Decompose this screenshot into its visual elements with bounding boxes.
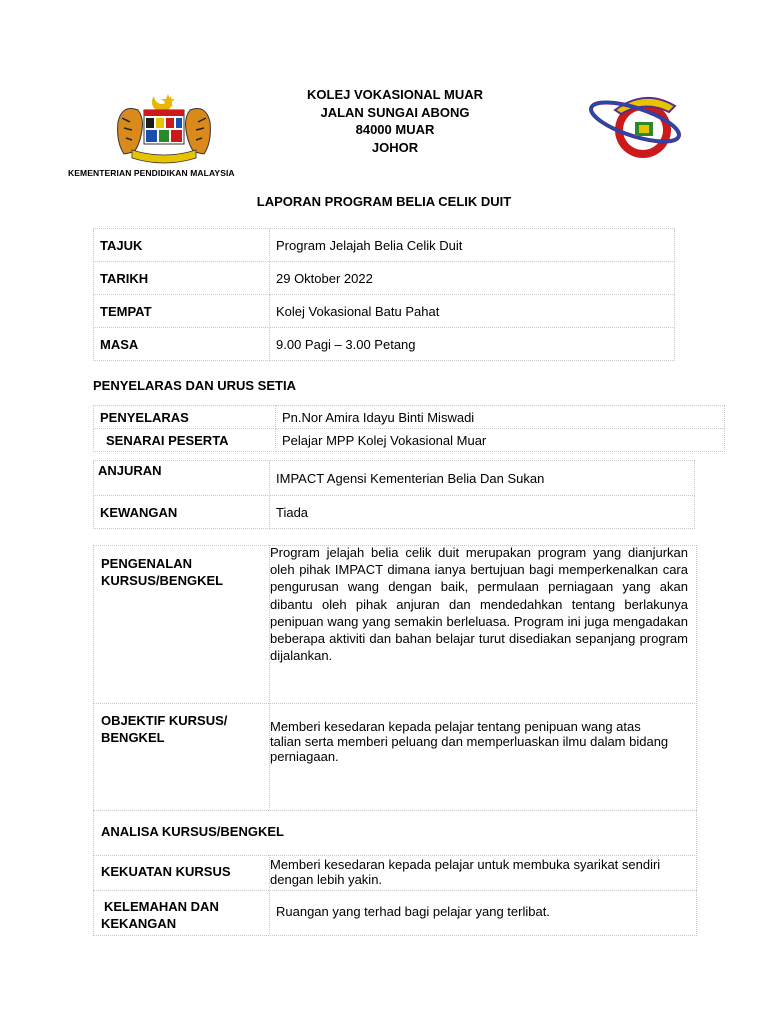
label-line: BENGKEL xyxy=(101,730,165,745)
table-row xyxy=(94,461,695,496)
row-value: Pelajar MPP Kolej Vokasional Muar xyxy=(276,429,725,452)
anjuran-table xyxy=(93,460,695,529)
divider xyxy=(93,890,697,891)
objektif-label xyxy=(101,712,227,746)
row-key: KEWANGAN xyxy=(94,496,270,529)
table-row xyxy=(94,429,725,452)
table-row xyxy=(94,229,675,262)
label-line: KURSUS/BENGKEL xyxy=(101,573,224,588)
school-address-header xyxy=(250,86,540,156)
ministry-name: KEMENTERIAN PENDIDIKAN MALAYSIA xyxy=(68,168,235,178)
table-row xyxy=(94,262,675,295)
row-value: Tiada xyxy=(270,496,695,529)
row-key: TARIKH xyxy=(94,262,270,295)
row-value: 9.00 Pagi – 3.00 Petang xyxy=(270,328,675,361)
table-row xyxy=(94,328,675,361)
header-line: JOHOR xyxy=(371,139,419,155)
row-value: 29 Oktober 2022 xyxy=(270,262,675,295)
label-line: KELEMAHAN DAN xyxy=(104,899,219,914)
details-table xyxy=(93,228,675,361)
row-key: TAJUK xyxy=(94,229,270,262)
label-line: PENGENALAN xyxy=(101,556,193,571)
row-value: IMPACT Agensi Kementerian Belia Dan Sukan xyxy=(270,461,695,496)
kelemahan-label xyxy=(101,898,219,932)
section-heading-penyelaras: PENYELARAS DAN URUS SETIA xyxy=(93,378,296,393)
report-title: LAPORAN PROGRAM BELIA CELIK DUIT xyxy=(256,194,512,209)
divider xyxy=(93,810,697,811)
row-value: Kolej Vokasional Batu Pahat xyxy=(270,295,675,328)
kolej-vokasional-logo xyxy=(585,92,690,162)
header-line: JALAN SUNGAI ABONG xyxy=(320,104,470,120)
pengenalan-text: Program jelajah belia celik duit merupakan program yang dianjurkan oleh pihak IMPACT dimana ianya bertujuan bagi memperkenalkan cara pengurusan wang dengan baik, permulaan perniagaan yang akan dibantu oleh pihak anjuran dan mendedahkan tentang berlakunya penipuan wang yang semakin berleluasa. Program ini juga mengadakan beberapa aktiviti dan bahan belajar turut disediakan sepanjang program dijalankan. xyxy=(270,545,688,664)
kelemahan-text: Ruangan yang terhad bagi pelajar yang terlibat. xyxy=(276,904,550,919)
row-key: SENARAI PESERTA xyxy=(94,429,276,452)
table-row xyxy=(94,406,725,429)
row-key: TEMPAT xyxy=(94,295,270,328)
penyelaras-table xyxy=(93,405,725,452)
label-line: KEKANGAN xyxy=(101,916,177,931)
kekuatan-text: Memberi kesedaran kepada pelajar untuk membuka syarikat sendiri dengan lebih yakin. xyxy=(270,857,661,887)
header-line: 84000 MUAR xyxy=(355,122,435,137)
row-key: PENYELARAS xyxy=(94,406,276,429)
header-line: KOLEJ VOKASIONAL MUAR xyxy=(307,87,483,102)
divider xyxy=(93,703,697,704)
row-key: MASA xyxy=(94,328,270,361)
label-line: OBJEKTIF KURSUS/ xyxy=(101,713,228,728)
row-value: Pn.Nor Amira Idayu Binti Miswadi xyxy=(276,406,725,429)
objektif-text: Memberi kesedaran kepada pelajar tentang penipuan wang atas talian serta memberi peluang dan memperluaskan ilmu dalam bidang perniagaan. xyxy=(270,719,669,764)
row-key: ANJURAN xyxy=(94,461,270,496)
row-value: Program Jelajah Belia Celik Duit xyxy=(270,229,675,262)
malaysia-coat-of-arms-logo xyxy=(112,92,216,164)
kekuatan-label: KEKUATAN KURSUS xyxy=(101,864,231,879)
pengenalan-label xyxy=(101,555,223,589)
analisa-heading: ANALISA KURSUS/BENGKEL xyxy=(101,824,284,839)
table-row xyxy=(94,295,675,328)
table-row xyxy=(94,496,695,529)
divider xyxy=(93,855,697,856)
